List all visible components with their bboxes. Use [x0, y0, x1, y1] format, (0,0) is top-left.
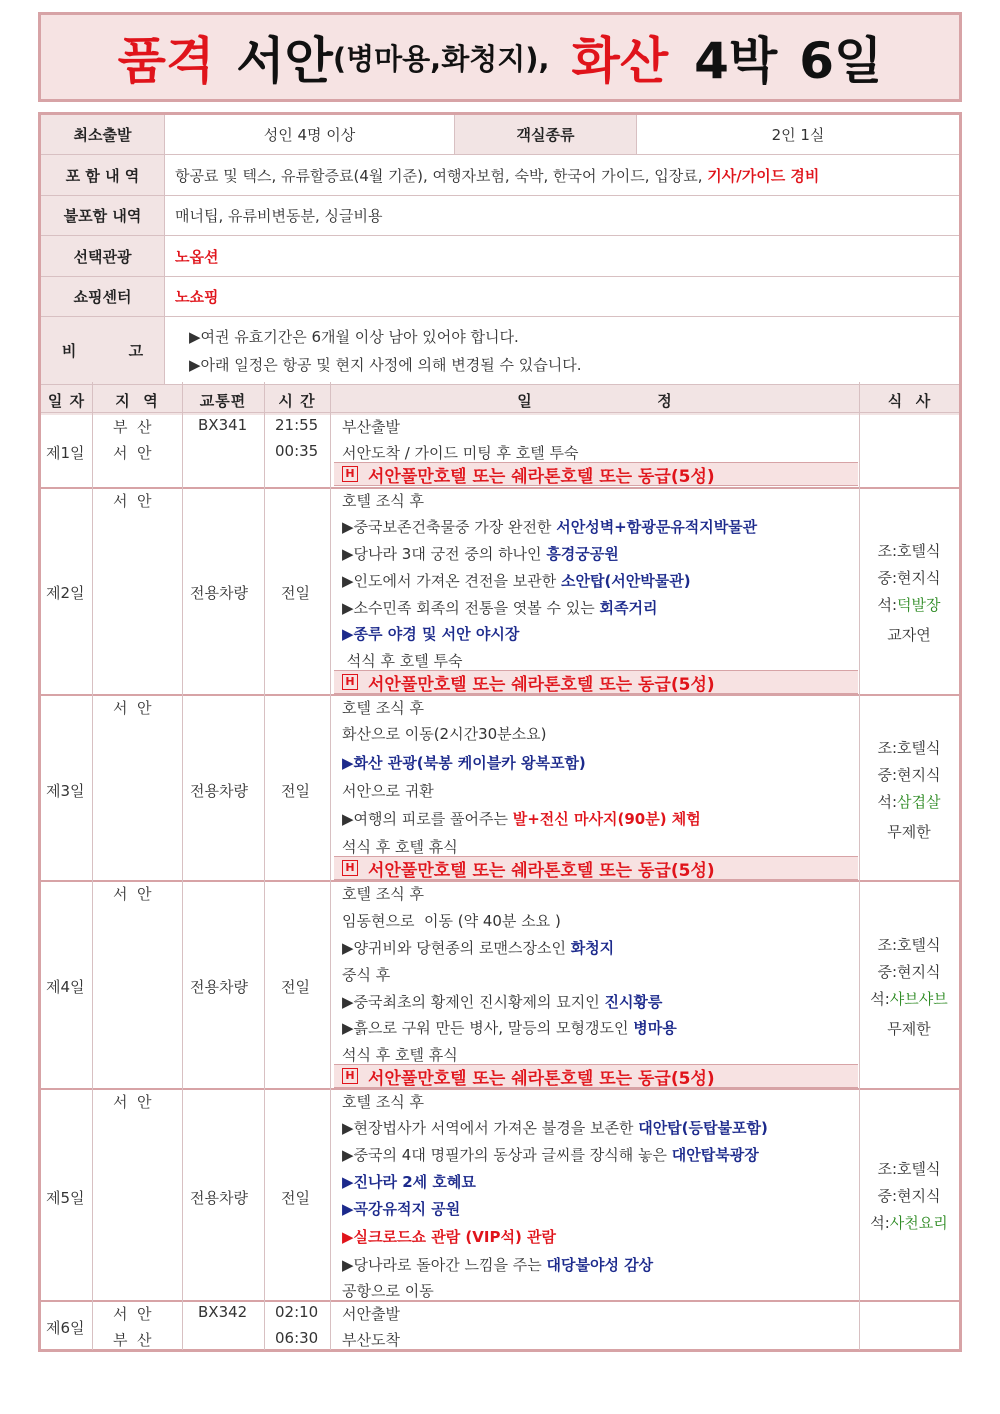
day4-hotel	[334, 1064, 858, 1088]
note-line-2: ▶아래 일정은 항공 및 현지 사정에 의해 변경될 수 있습니다.	[189, 356, 582, 374]
day3-line-2: 화산으로 이동(2시간30분소요)	[342, 725, 547, 743]
day5-line-4: ▶진나라 2세 호혜묘	[342, 1173, 476, 1191]
day2-line-6: ▶종루 야경 및 서안 야시장	[342, 625, 520, 643]
option-tour-text: 노옵션	[175, 247, 219, 266]
day2-meal-2: 중:현지식	[877, 569, 941, 587]
day1-time-2: 00:35	[275, 442, 319, 460]
day4-line-3: ▶양귀비와 당현종의 로맨스장소인 화청지	[342, 939, 615, 957]
shopping-value	[165, 277, 959, 317]
day2-line-1: 호텔 조식 후	[342, 492, 424, 510]
day1-region-2: 서 안	[113, 444, 152, 462]
day1-time-1: 21:55	[275, 416, 319, 434]
day3-line-4: 서안으로 귀환	[342, 782, 434, 800]
includes-label: 포 함 내 역	[41, 155, 165, 196]
day4-label: 제4일	[46, 978, 85, 996]
option-tour-label: 선택관광	[41, 236, 165, 277]
day2-line-3: ▶당나라 3대 궁전 중의 하나인 흥경궁공원	[342, 545, 619, 563]
day5-meal-3: 석:사천요리	[870, 1214, 948, 1232]
title-part-3: (병마용,화청지),	[332, 41, 550, 76]
day2-meal-3: 석:덕발장	[877, 596, 941, 614]
day4-line-1: 호텔 조식 후	[342, 885, 424, 903]
hotel-icon: H	[342, 1068, 358, 1084]
col-header-itinerary: 일 정	[330, 385, 860, 415]
min-departure-value: 성인 4명 이상	[165, 115, 455, 155]
day1-label: 제1일	[46, 444, 85, 462]
day4-time: 전일	[281, 978, 310, 996]
day4-meal-2: 중:현지식	[877, 963, 941, 981]
day3-label: 제3일	[46, 782, 85, 800]
day5-line-6: ▶실크로드쇼 관람 (VIP석) 관람	[342, 1228, 557, 1246]
day5-line-1: 호텔 조식 후	[342, 1093, 424, 1111]
shopping-text: 노쇼핑	[175, 288, 219, 306]
col-header-transport: 교통편	[182, 385, 264, 415]
day2-line-4: ▶인도에서 가져온 견전을 보관한 소안탑(서안박물관)	[342, 572, 691, 590]
day4-line-2: 임동현으로 이동 (약 40분 소요 )	[342, 912, 561, 930]
day1-hotel-text: 서안풀만호텔 또는 쉐라톤호텔 또는 동급(5성)	[368, 466, 715, 487]
day6-label: 제6일	[46, 1319, 85, 1337]
day6-region-2: 부 산	[113, 1331, 152, 1349]
day4-region: 서 안	[113, 885, 152, 903]
day5-line-5: ▶곡강유적지 공원	[342, 1200, 461, 1218]
day2-line-7: 석식 후 호텔 투숙	[342, 652, 463, 670]
day2-label: 제2일	[46, 584, 85, 602]
hotel-icon: H	[342, 860, 358, 876]
note-line-1: ▶여권 유효기간은 6개월 이상 남아 있어야 합니다.	[189, 328, 519, 346]
day2-transport: 전용차량	[190, 584, 248, 602]
title-part-2: 서안	[236, 32, 333, 90]
day1-line-1: 부산출발	[342, 418, 400, 436]
day3-meal-3: 석:삼겹살	[877, 793, 941, 811]
day5-meal-2: 중:현지식	[877, 1187, 941, 1205]
day2-time: 전일	[281, 584, 310, 602]
includes-value	[165, 155, 959, 196]
day1-flight: BX341	[198, 416, 248, 434]
room-type-label: 객실종류	[455, 115, 637, 155]
day5-region: 서 안	[113, 1093, 152, 1111]
day2-region: 서 안	[113, 492, 152, 510]
day3-meal-1: 조:호텔식	[877, 739, 941, 757]
day4-meal-3: 석:샤브샤브	[870, 990, 948, 1008]
room-type-value: 2인 1실	[637, 115, 959, 155]
day5-line-2: ▶현장법사가 서역에서 가져온 불경을 보존한 대안탑(등탑불포함)	[342, 1119, 768, 1137]
day6-region-1: 서 안	[113, 1305, 152, 1323]
day2-line-2: ▶중국보존건축물중 가장 완전한 서안성벽+함광문유적지박물관	[342, 518, 758, 536]
day5-line-7: ▶당나라로 돌아간 느낌을 주는 대당불야성 감상	[342, 1256, 654, 1274]
excludes-label: 불포함 내역	[41, 196, 165, 236]
hotel-icon: H	[342, 674, 358, 690]
col-header-meal: 식 사	[860, 385, 959, 415]
notes-value	[165, 317, 959, 385]
day3-line-3: ▶화산 관광(북봉 케이블카 왕복포함)	[342, 754, 586, 772]
day2-hotel	[334, 670, 858, 694]
day6-time-1: 02:10	[275, 1303, 319, 1321]
title-part-6: 6일	[799, 32, 883, 90]
day5-time: 전일	[281, 1189, 310, 1207]
day3-transport: 전용차량	[190, 782, 248, 800]
shopping-label: 쇼핑센터	[41, 277, 165, 317]
includes-text: 항공료 및 텍스, 유류할증료(4월 기준), 여행자보험, 숙박, 한국어 가이드, 입장료,	[175, 166, 703, 185]
day4-line-7: 석식 후 호텔 휴식	[342, 1046, 458, 1064]
day2-hotel-text: 서안풀만호텔 또는 쉐라톤호텔 또는 동급(5성)	[368, 674, 715, 695]
day4-line-5: ▶중국최초의 황제인 진시황제의 묘지인 진시황릉	[342, 993, 663, 1011]
day5-line-8: 공항으로 이동	[342, 1282, 434, 1300]
day4-line-4: 중식 후	[342, 966, 391, 984]
day1-region-1: 부 산	[113, 418, 152, 436]
day3-region: 서 안	[113, 699, 152, 717]
min-departure-label: 최소출발	[41, 115, 165, 155]
day5-transport: 전용차량	[190, 1189, 248, 1207]
includes-red-text: 기사/가이드 경비	[707, 166, 820, 185]
option-tour-value	[165, 236, 959, 277]
col-header-region: 지 역	[92, 385, 182, 415]
day5-line-3: ▶중국의 4대 명필가의 동상과 글씨를 장식해 놓은 대안탑북광장	[342, 1146, 759, 1164]
day5-meal-1: 조:호텔식	[877, 1160, 941, 1178]
excludes-value: 매너팁, 유류비변동분, 싱글비용	[165, 196, 959, 236]
day2-meal-4: 교자연	[887, 626, 931, 644]
day3-hotel-text: 서안풀만호텔 또는 쉐라톤호텔 또는 동급(5성)	[368, 860, 715, 881]
day3-line-6: 석식 후 호텔 휴식	[342, 838, 458, 856]
day2-line-5: ▶소수민족 회족의 전통을 엿볼 수 있는 회족거리	[342, 599, 658, 617]
notes-label: 비 고	[41, 317, 165, 385]
day1-hotel	[334, 462, 858, 486]
day6-time-2: 06:30	[275, 1329, 319, 1347]
day3-meal-4: 무제한	[887, 823, 931, 841]
day4-hotel-text: 서안풀만호텔 또는 쉐라톤호텔 또는 동급(5성)	[368, 1068, 715, 1089]
day3-line-1: 호텔 조식 후	[342, 699, 424, 717]
day4-meal-4: 무제한	[887, 1020, 931, 1038]
day1-line-2: 서안도착 / 가이드 미팅 후 호텔 투숙	[342, 444, 579, 462]
col-header-time: 시 간	[264, 385, 330, 415]
hotel-icon: H	[342, 466, 358, 482]
day3-hotel	[334, 856, 858, 880]
day6-line-1: 서안출발	[342, 1305, 400, 1323]
day6-flight: BX342	[198, 1303, 248, 1321]
day3-line-5: ▶여행의 피로를 풀어주는 발+전신 마사지(90분) 체험	[342, 810, 701, 828]
col-header-day: 일 자	[41, 385, 92, 415]
day4-line-6: ▶흙으로 구워 만든 병사, 말등의 모형갱도인 병마용	[342, 1019, 677, 1037]
title-part-4: 화산	[571, 32, 669, 90]
day2-meal-1: 조:호텔식	[877, 542, 941, 560]
page-title	[38, 12, 962, 102]
day4-meal-1: 조:호텔식	[877, 936, 941, 954]
day3-time: 전일	[281, 782, 310, 800]
day4-transport: 전용차량	[190, 978, 248, 996]
title-part-5: 4박	[694, 32, 778, 90]
day5-label: 제5일	[46, 1189, 85, 1207]
title-part-1: 품격	[117, 32, 215, 90]
day6-line-2: 부산도착	[342, 1331, 400, 1349]
day3-meal-2: 중:현지식	[877, 766, 941, 784]
